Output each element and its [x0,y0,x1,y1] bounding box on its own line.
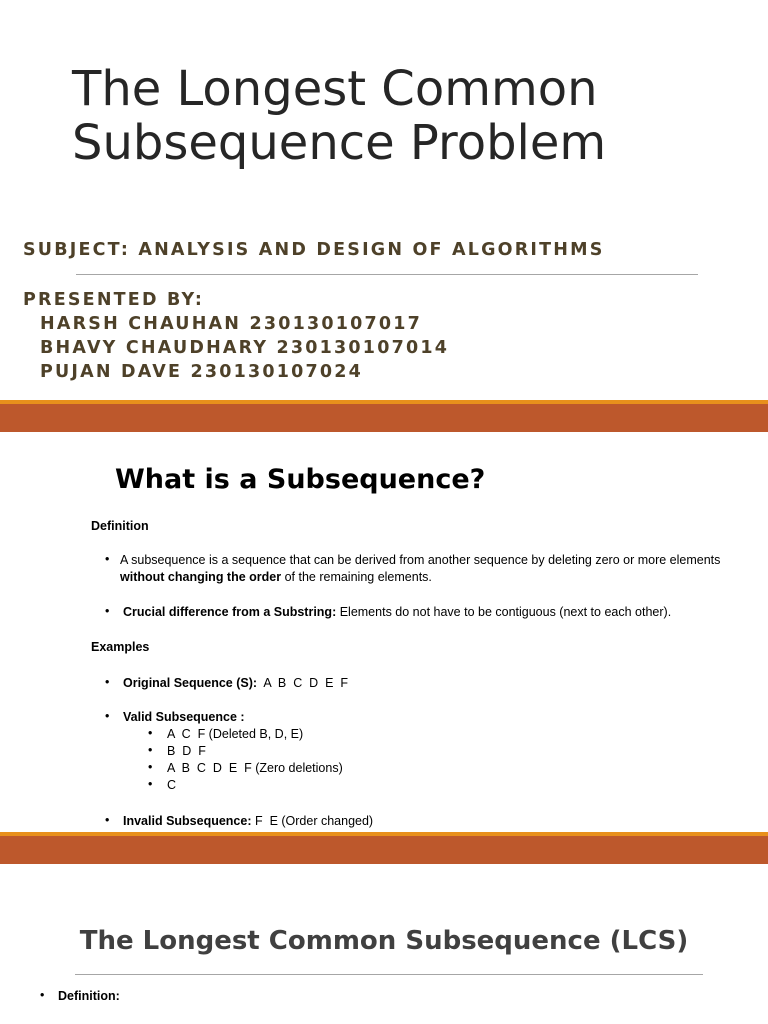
invalid-label: Invalid Subsequence: [123,814,252,828]
slide-title: The Longest Common Subsequence (LCS) [79,926,689,956]
valid-item-4: C [167,778,177,792]
def-bullet1-rest: of the remaining elements. [281,570,432,584]
bullet-icon: • [148,777,153,791]
bullet-icon: • [105,552,110,566]
slide-what-is-subsequence [0,432,768,832]
invalid-value: F E (Order changed) [251,814,374,828]
bullet-icon: • [105,604,110,618]
valid-label: Valid Subsequence : [123,710,245,724]
lcs-definition-label: Definition: [58,989,120,1003]
presenter-2: BHAVY CHAUDHARY 230130107014 [40,338,450,358]
divider-rule [75,974,703,975]
slide-separator-band [0,400,768,432]
bullet-icon: • [40,988,45,1002]
bullet-icon: • [148,760,153,774]
title-line-2: Subsequence Problem [72,115,607,171]
slide-title: What is a Subsequence? [115,464,486,495]
definition-bullet-2 [123,604,671,621]
bullet-icon: • [105,675,110,689]
examples-heading: Examples [91,640,150,654]
presenter-3: PUJAN DAVE 230130107024 [40,362,364,382]
definition-bullet-1 [120,552,765,586]
divider-rule [76,274,698,275]
valid-item-3: A B C D E F (Zero deletions) [167,761,343,775]
slide-lcs [0,864,768,1024]
valid-item-2: B D F [167,744,206,758]
original-sequence [123,675,348,692]
slide-separator-band [0,832,768,864]
invalid-subsequence [123,813,373,830]
def-bullet2-bold: Crucial difference from a Substring: [123,605,337,619]
presenter-1: HARSH CHAUHAN 230130107017 [40,314,422,334]
subject-line: SUBJECT: ANALYSIS AND DESIGN OF ALGORITHMS [23,240,605,260]
bullet-icon: • [148,743,153,757]
presented-by-label: PRESENTED BY: [23,290,205,310]
def-bullet1-text: A subsequence is a sequence that can be derived from another sequence by deleting zero or more elements [120,553,721,567]
presenters-block [23,288,449,384]
presentation-title [72,62,606,170]
valid-item-1: A C F (Deleted B, D, E) [167,727,304,741]
def-bullet2-rest: Elements do not have to be contiguous (next to each other). [336,605,672,619]
original-value: A B C D E F [257,676,349,690]
original-label: Original Sequence (S): [123,676,258,690]
definition-heading: Definition [91,519,149,533]
bullet-icon: • [148,726,153,740]
slide-title [0,0,768,400]
title-line-1: The Longest Common [72,61,598,117]
bullet-icon: • [105,709,110,723]
bullet-icon: • [105,813,110,827]
def-bullet1-bold: without changing the order [120,570,282,584]
